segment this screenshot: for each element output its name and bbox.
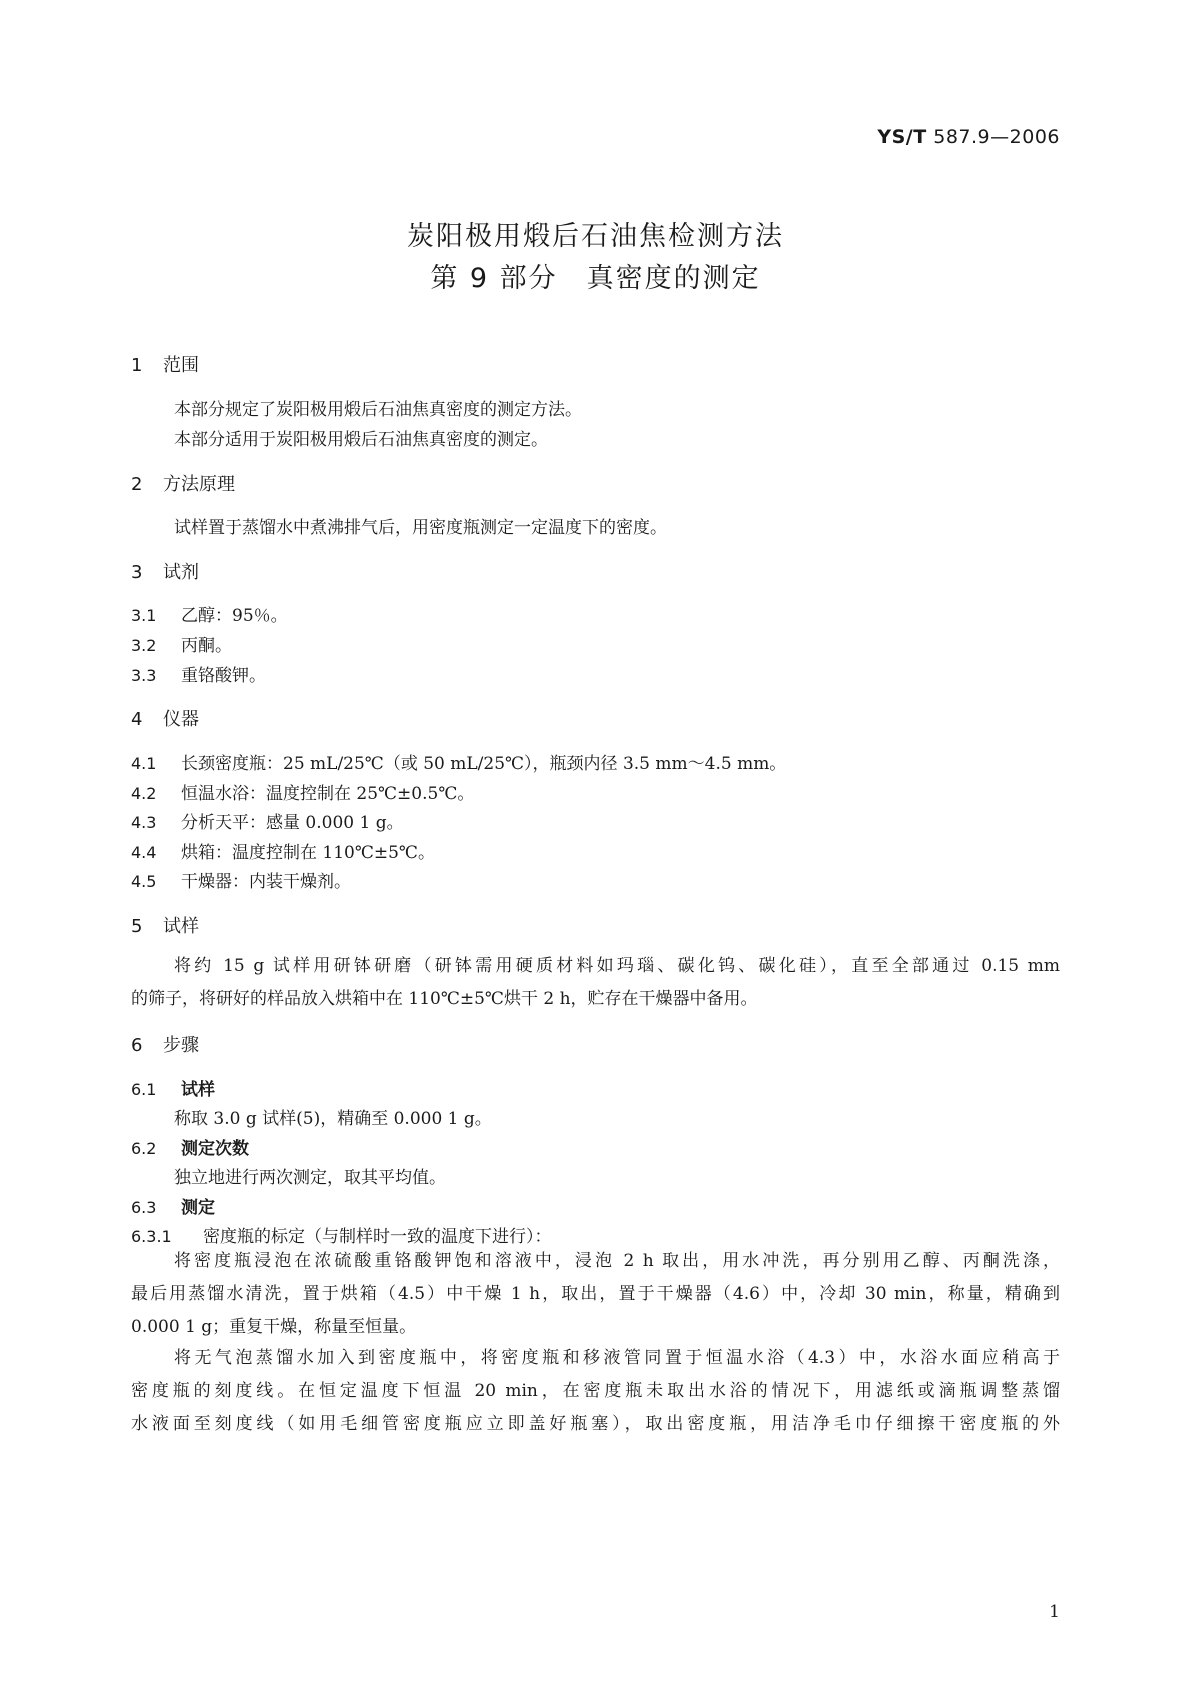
section-1-paragraph-2: 本部分适用于炭阳极用煅后石油焦真密度的测定。 — [174, 430, 548, 450]
section-title: 试样 — [163, 916, 199, 937]
section-title: 步骤 — [163, 1035, 199, 1056]
page-number: 1 — [1049, 1602, 1060, 1622]
section-5-heading — [131, 912, 199, 938]
section-1-heading — [131, 351, 199, 377]
section-2-heading — [131, 470, 235, 496]
standard-number: 587.9—2006 — [933, 126, 1060, 148]
list-item: 3.2 丙酮。 — [131, 636, 232, 656]
document-title-line1: 炭阳极用煅后石油焦检测方法 — [407, 221, 784, 252]
document-title-line2: 第 9 部分 真密度的测定 — [430, 263, 761, 294]
subsection-6-2-text: 独立地进行两次测定，取其平均值。 — [174, 1168, 446, 1188]
section-5-paragraph: 将约 15 g 试样用研钵研磨（研钵需用硬质材料如玛瑙、碳化钨、碳化硅），直至全部通过 0.15 mm 的筛子，将研好的样品放入烘箱中在 110℃±5℃烘干 2 h，贮存在干燥器中备用。 — [131, 956, 1060, 1009]
section-4-heading — [131, 705, 199, 731]
list-item: 3.3 重铬酸钾。 — [131, 666, 266, 686]
section-3-heading — [131, 558, 199, 584]
standard-prefix: YS/T — [877, 126, 927, 148]
section-number: 1 — [131, 355, 143, 376]
section-title: 范围 — [163, 355, 199, 376]
calibration-paragraph-1: 将密度瓶浸泡在浓硫酸重铬酸钾饱和溶液中，浸泡 2 h 取出，用水冲洗，再分别用乙醇、丙酮洗涤， 最后用蒸馏水清洗，置于烘箱（4.5）中干燥 1 h，取出，置于干燥器（4.6）中，冷却 30 min，称量，精确到 0.000 1 g；重复干燥，称量至恒量。 — [131, 1251, 1060, 1337]
section-title: 方法原理 — [163, 474, 235, 495]
subsection-6-1-text: 称取 3.0 g 试样(5)，精确至 0.000 1 g。 — [174, 1109, 492, 1129]
subsection-6-3-1: 6.3.1 密度瓶的标定（与制样时一致的温度下进行）： — [131, 1227, 552, 1247]
section-number: 3 — [131, 562, 143, 583]
subsection-6-3-heading: 6.3 测定 — [131, 1198, 215, 1218]
list-item: 4.1 长颈密度瓶：25 mL/25℃（或 50 mL/25℃），瓶颈内径 3.5 mm～4.5 mm。 — [131, 754, 787, 774]
list-item: 4.5 干燥器：内装干燥剂。 — [131, 872, 351, 892]
section-title: 试剂 — [163, 562, 199, 583]
list-item: 3.1 乙醇：95％。 — [131, 606, 288, 626]
standard-code — [877, 126, 1060, 148]
section-number: 5 — [131, 916, 143, 937]
section-title: 仪器 — [163, 709, 199, 730]
list-item: 4.4 烘箱：温度控制在 110℃±5℃。 — [131, 843, 435, 863]
list-item: 4.3 分析天平：感量 0.000 1 g。 — [131, 813, 404, 833]
section-1-paragraph-1: 本部分规定了炭阳极用煅后石油焦真密度的测定方法。 — [174, 400, 582, 420]
section-number: 2 — [131, 474, 143, 495]
subsection-6-2-heading: 6.2 测定次数 — [131, 1139, 249, 1159]
subsection-6-1-heading: 6.1 试样 — [131, 1080, 215, 1100]
section-6-heading — [131, 1031, 199, 1057]
section-number: 4 — [131, 709, 143, 730]
calibration-paragraph-2: 将无气泡蒸馏水加入到密度瓶中，将密度瓶和移液管同置于恒温水浴（4.3）中，水浴水面应稍高于 密度瓶的刻度线。在恒定温度下恒温 20 min，在密度瓶未取出水浴的情况下，用滤纸或滴瓶调整蒸馏 水液面至刻度线（如用毛细管密度瓶应立即盖好瓶塞），取出密度瓶，用洁净毛巾仔细擦干密度瓶的外 — [131, 1348, 1060, 1434]
section-number: 6 — [131, 1035, 143, 1056]
section-2-paragraph: 试样置于蒸馏水中煮沸排气后，用密度瓶测定一定温度下的密度。 — [174, 518, 667, 538]
list-item: 4.2 恒温水浴：温度控制在 25℃±0.5℃。 — [131, 784, 475, 804]
